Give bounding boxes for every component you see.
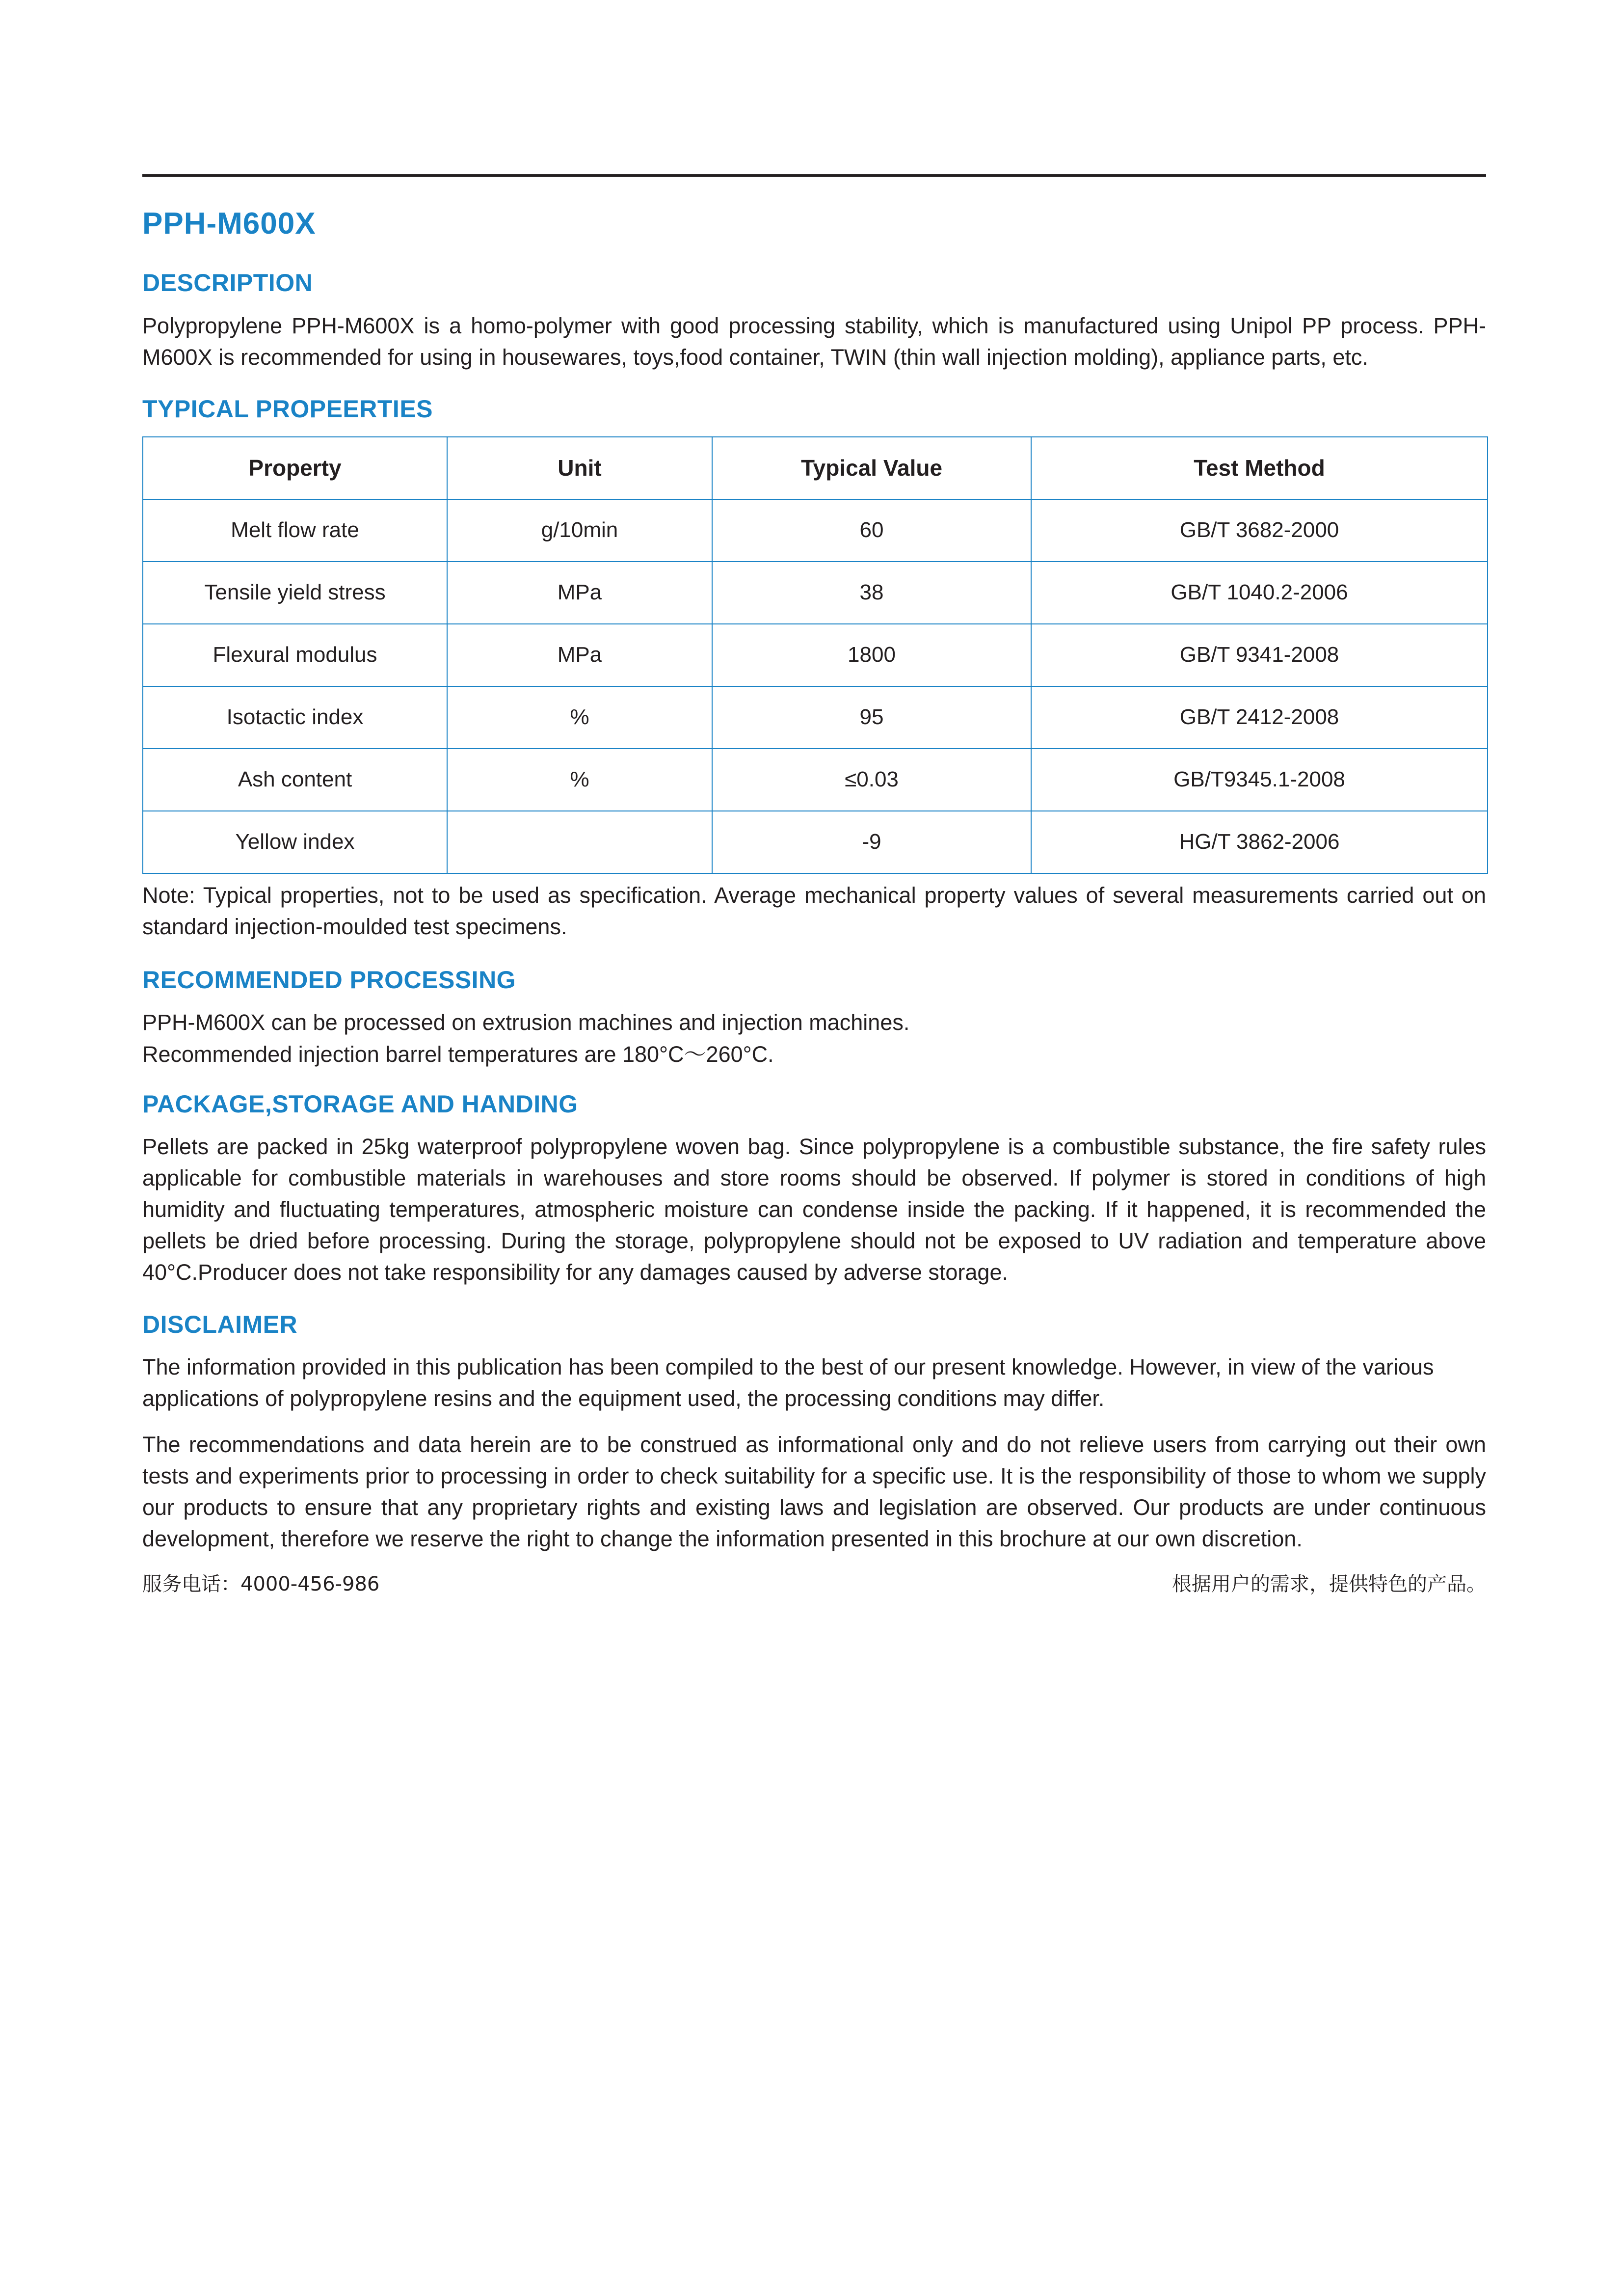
table-row [143, 811, 1488, 873]
table-row [143, 562, 1488, 624]
section-heading-disclaimer: DISCLAIMER [142, 1310, 298, 1338]
spacer [142, 1071, 1486, 1090]
description-paragraph: Polypropylene PPH-M600X is a homo-polymer with good processing stability, which is manufactured using Unipol PP process. PPH-M600X is recommended for using in housewares, toys,food container, TWIN (thin wall injection molding), appliance parts, etc. [142, 313, 1486, 370]
cell-value: -9 [712, 811, 1031, 873]
cell-unit: MPa [447, 562, 712, 624]
cell-method: GB/T 3682-2000 [1031, 499, 1488, 562]
table-row [143, 499, 1488, 562]
cell-unit: MPa [447, 624, 712, 686]
cell-unit: g/10min [447, 499, 712, 562]
cell-value: 60 [712, 499, 1031, 562]
footer-slogan: 根据用户的需求，提供特色的产品。 [1172, 1572, 1486, 1595]
cell-unit: % [447, 686, 712, 749]
cell-property: Yellow index [143, 811, 447, 873]
cell-property: Flexural modulus [143, 624, 447, 686]
header-divider [142, 174, 1486, 177]
table-row [143, 624, 1488, 686]
page-title: PPH-M600X [142, 207, 316, 241]
cell-value: ≤0.03 [712, 749, 1031, 811]
table-note: Note: Typical properties, not to be used as specification. Average mechanical property values of several measurements carried out on standard injection-moulded test specimens. [142, 882, 1486, 939]
table-header-row [143, 437, 1488, 499]
cell-unit: % [447, 749, 712, 811]
section-heading-recommended-processing: RECOMMENDED PROCESSING [142, 966, 516, 994]
cell-value: 95 [712, 686, 1031, 749]
cell-property: Melt flow rate [143, 499, 447, 562]
cell-value: 1800 [712, 624, 1031, 686]
cell-property: Tensile yield stress [143, 562, 447, 624]
cell-method: GB/T 2412-2008 [1031, 686, 1488, 749]
cell-property: Ash content [143, 749, 447, 811]
section-heading-description: DESCRIPTION [142, 269, 313, 297]
cell-unit [447, 811, 712, 873]
column-header-typical-value: Typical Value [712, 437, 1031, 499]
page-footer [142, 1569, 1486, 1638]
processing-line-2: Recommended injection barrel temperatures are 180°C～260°C. [142, 1042, 774, 1067]
cell-method: GB/T 1040.2-2006 [1031, 562, 1488, 624]
section-heading-package-storage: PACKAGE,STORAGE AND HANDING [142, 1090, 578, 1118]
package-storage-paragraph: Pellets are packed in 25kg waterproof polypropylene woven bag. Since polypropylene is a combustible substance, the fire safety rules applicable for combustible materials in warehouses and store rooms should be observed. If polymer is stored in conditions of high humidity and fluctuating temperatures, atmospheric moisture can condense inside the packing. If it happened, it is recommended the pellets be dried before processing. During the storage, polypropylene should not be exposed to UV radiation and temperature above 40°C.Producer does not take responsibility for any damages caused by adverse storage. [142, 1134, 1486, 1285]
cell-method: GB/T9345.1-2008 [1031, 749, 1488, 811]
column-header-test-method: Test Method [1031, 437, 1488, 499]
table-row [143, 749, 1488, 811]
disclaimer-paragraph-1: The information provided in this publication has been compiled to the best of our present knowledge. However, in view of the various applications of polypropylene resins and the equipment used, the processing conditions may differ. [142, 1354, 1434, 1411]
disclaimer-paragraph-2: The recommendations and data herein are to be construed as informational only and do not relieve users from carrying out their own tests and experiments prior to processing in order to check suitability for a specific use. It is the responsibility of those to whom we supply our products to ensure that any proprietary rights and existing laws and legislation are observed. Our products are under continuous development, therefore we reserve the right to change the information presented in this brochure at our own discretion. [142, 1432, 1486, 1551]
table-row [143, 686, 1488, 749]
document-content [142, 174, 1486, 1638]
column-header-unit: Unit [447, 437, 712, 499]
cell-method: GB/T 9341-2008 [1031, 624, 1488, 686]
typical-properties-table [142, 436, 1488, 874]
processing-line-1: PPH-M600X can be processed on extrusion machines and injection machines. [142, 1010, 910, 1035]
cell-property: Isotactic index [143, 686, 447, 749]
section-heading-typical-properties: TYPICAL PROPEERTIES [142, 395, 433, 423]
cell-value: 38 [712, 562, 1031, 624]
service-phone: 服务电话：4000-456-986 [142, 1572, 380, 1595]
cell-method: HG/T 3862-2006 [1031, 811, 1488, 873]
column-header-property: Property [143, 437, 447, 499]
